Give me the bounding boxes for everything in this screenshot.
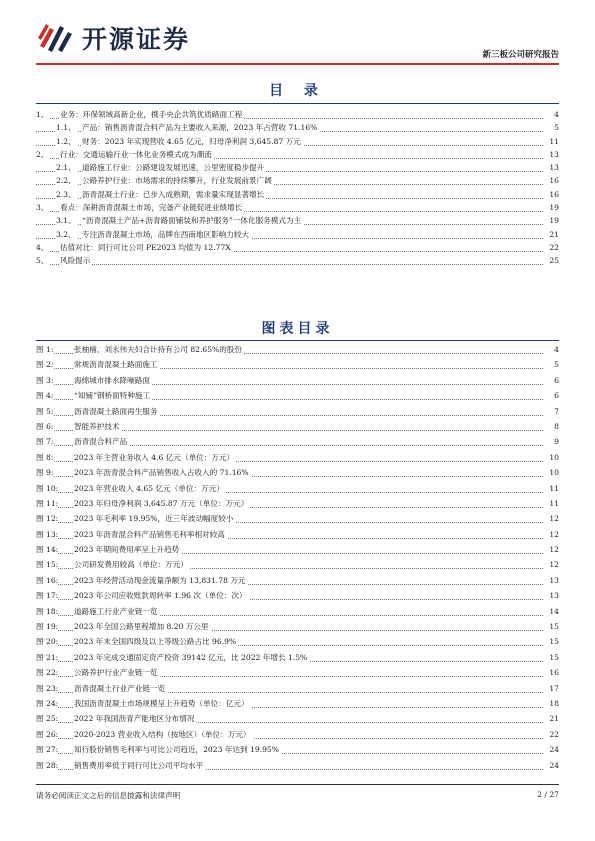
figure-entry[interactable] xyxy=(36,542,559,557)
figure-entry-text: 智能养护技术 xyxy=(74,419,122,434)
figure-entry-number: 图 15: xyxy=(36,557,58,572)
figure-entry-text: 2023 年归母净利润 3,645.87 万元（单位：万元） xyxy=(74,496,250,511)
figure-entry-page: 15 xyxy=(547,634,559,649)
figure-entry-text: 沥青混合料产品 xyxy=(74,434,129,449)
figure-entry-page: 8 xyxy=(552,419,559,434)
toc-entry-number: 3、 xyxy=(36,201,50,214)
figure-entry-text: 2023 年公司应收账款周转率 1.96 次（单位：次） xyxy=(74,588,249,603)
figure-entry[interactable] xyxy=(36,634,559,649)
figure-entry-text: 2023 年营业收入 4.65 亿元（单位：万元） xyxy=(74,481,226,496)
page-indicator: 2 / 27 xyxy=(537,790,559,799)
table-of-contents xyxy=(36,108,559,268)
figure-entry-page: 17 xyxy=(547,681,559,696)
header-divider xyxy=(36,63,559,65)
toc-entry-number: 1.1、 xyxy=(56,121,78,134)
toc-title: 目 录 xyxy=(269,83,326,99)
figure-entry-page: 24 xyxy=(547,742,559,757)
toc-entry-text: 产品：销售沥青混合料产品为主要收入来源，2023 年占营收 71.16% xyxy=(82,121,319,134)
toc-entry-text: “沥青混凝土产品+沥青路面铺装和养护服务”一体化服务模式为主 xyxy=(82,214,303,227)
figure-entry-page: 5 xyxy=(552,357,559,372)
figure-entry-number: 图 19: xyxy=(36,619,58,634)
toc-entry-text: 风险提示 xyxy=(60,254,92,267)
figure-entry-page: 12 xyxy=(547,557,559,572)
toc-entry-text: 财务：2023 年实现营收 4.65 亿元，归母净利润 3,645.87 万元 xyxy=(82,135,303,148)
figure-entry-number: 图 21: xyxy=(36,650,58,665)
figure-entry-number: 图 17: xyxy=(36,588,58,603)
figure-entry-page: 6 xyxy=(552,388,559,403)
toc-entry-number: 2.3、 xyxy=(56,188,78,201)
figure-entry-text: 知行股份销售毛利率与可比公司趋近，2023 年达到 19.95% xyxy=(74,742,281,757)
brand-name: 开源证券 xyxy=(82,25,191,54)
figure-entry-page: 12 xyxy=(547,511,559,526)
figure-entry-number: 图 14: xyxy=(36,542,58,557)
figure-entry-text: 2023 年经营活动现金流量净额为 13,831.78 万元 xyxy=(74,573,248,588)
figure-entry-page: 6 xyxy=(552,373,559,388)
toc-entry[interactable] xyxy=(36,108,559,121)
figure-entry-page: 7 xyxy=(552,404,559,419)
figure-entry-page: 18 xyxy=(547,696,559,711)
figure-entry-page: 10 xyxy=(547,465,559,480)
toc-entry-text: 专注沥青混凝土市场，品牌在西南地区影响力较大 xyxy=(82,228,251,241)
figure-entry-text: 公路养护行业产业链一览 xyxy=(74,665,160,680)
toc-entry-number: 2.1、 xyxy=(56,161,78,174)
figure-entry[interactable] xyxy=(36,650,559,665)
figure-entry[interactable] xyxy=(36,342,559,357)
figure-entry-number: 图 3: xyxy=(36,373,53,388)
figure-entry-page: 15 xyxy=(547,619,559,634)
figure-entry-number: 图 22: xyxy=(36,665,58,680)
figure-entry-text: 2023 年沥青混合料产品销售毛利率相对较高 xyxy=(74,527,227,542)
figure-entry-text: 2022 年我国沥青产能地区分布情况 xyxy=(74,711,196,726)
figure-entry-page: 12 xyxy=(547,542,559,557)
toc-entry[interactable] xyxy=(36,254,559,267)
toc-entry[interactable] xyxy=(36,121,559,134)
toc-entry-page: 19 xyxy=(547,214,559,227)
figures-title-rule xyxy=(36,340,559,341)
figure-entry-number: 图 5: xyxy=(36,404,53,419)
figure-entry-text: 2023 年末全国四级及以上等级公路占比 96.9% xyxy=(74,634,238,649)
figure-entry-page: 12 xyxy=(547,527,559,542)
figure-entry[interactable] xyxy=(36,665,559,680)
toc-entry-number: 2.2、 xyxy=(56,174,78,187)
figure-entry-text: 2023 年完成交通固定资产投资 39142 亿元，比 2022 年增长 1.5% xyxy=(74,650,309,665)
figure-entry-number: 图 24: xyxy=(36,696,58,711)
figure-entry-page: 13 xyxy=(547,588,559,603)
figure-entry[interactable] xyxy=(36,511,559,526)
toc-entry-text: 业务：环保领域高新企业，携手央企共筑优质路面工程 xyxy=(60,108,244,121)
figure-entry[interactable] xyxy=(36,588,559,603)
toc-entry-page: 4 xyxy=(552,108,559,121)
figure-entry[interactable] xyxy=(36,481,559,496)
figure-entry[interactable] xyxy=(36,711,559,726)
figure-entry-number: 图 27: xyxy=(36,742,58,757)
leader-dots xyxy=(36,254,543,265)
toc-entry-number: 1.2、 xyxy=(56,135,78,148)
figure-entry-number: 图 4: xyxy=(36,388,53,403)
toc-entry-number: 1、 xyxy=(36,108,50,121)
toc-entry[interactable] xyxy=(36,241,559,254)
figure-entry-text: 2023 年主营业务收入 4.6 亿元（单位：万元） xyxy=(74,450,236,465)
figure-entry[interactable] xyxy=(36,742,559,757)
figure-entry-text: 我国沥青混凝土市场规模呈上升趋势（单位：亿元） xyxy=(74,696,251,711)
report-type: 新三板公司研究报告 xyxy=(482,50,559,60)
toc-entry-page: 13 xyxy=(547,148,559,161)
toc-entry-number: 3.1、 xyxy=(56,214,78,227)
toc-entry-page: 21 xyxy=(547,228,559,241)
figure-entry-number: 图 23: xyxy=(36,681,58,696)
figure-list xyxy=(36,342,559,773)
figure-entry-text: “知铺”钢桥面特种施工 xyxy=(74,388,152,403)
figure-entry-text: 2023 年沥青混合料产品销售收入占收入的 71.16% xyxy=(74,465,251,480)
toc-entry-number: 3.2、 xyxy=(56,228,78,241)
toc-entry[interactable] xyxy=(36,148,559,161)
toc-entry-text: 看点：深耕沥青混凝土市场，完备产业链促进业绩增长 xyxy=(60,201,244,214)
toc-entry[interactable] xyxy=(36,174,559,187)
toc-entry-text: 行业：交通运输行业一体化业务模式成为潮流 xyxy=(60,148,214,161)
toc-entry-text: 估值对比：同行可比公司 PE2023 均值为 12.77X xyxy=(60,241,233,254)
toc-entry[interactable] xyxy=(36,228,559,241)
toc-entry-page: 16 xyxy=(547,174,559,187)
toc-entry-page: 22 xyxy=(547,241,559,254)
figure-entry[interactable] xyxy=(36,357,559,372)
footer-disclaimer: 请务必阅读正文之后的信息披露和法律声明 xyxy=(36,791,181,800)
figure-entry[interactable] xyxy=(36,527,559,542)
figure-entry-text: 公司研发费用较高（单位：万元） xyxy=(74,557,190,572)
figure-entry-text: 沥青混凝土路面再生服务 xyxy=(74,404,160,419)
toc-entry-number: 5、 xyxy=(36,254,50,267)
figure-entry-number: 图 10: xyxy=(36,481,58,496)
figure-entry-text: 张柚楠、刘永伟夫妇合计持有公司 82.65%的股份 xyxy=(74,342,244,357)
toc-entry-text: 道路施工行业：公路建设发展迅速，公里密度稳步提升 xyxy=(82,161,266,174)
figure-entry[interactable] xyxy=(36,696,559,711)
figure-entry-page: 4 xyxy=(552,342,559,357)
figure-entry-page: 10 xyxy=(547,450,559,465)
figure-entry-page: 14 xyxy=(547,604,559,619)
toc-entry-page: 25 xyxy=(547,254,559,267)
figure-entry-number: 图 8: xyxy=(36,450,53,465)
toc-entry-number: 4、 xyxy=(36,241,50,254)
figure-entry-text: 2023 年期间费用率呈上升趋势 xyxy=(74,542,181,557)
toc-entry[interactable] xyxy=(36,188,559,201)
figure-entry-number: 图 13: xyxy=(36,527,58,542)
figure-entry[interactable] xyxy=(36,404,559,419)
footer-divider xyxy=(36,784,559,785)
figure-entry-number: 图 7: xyxy=(36,434,53,449)
figures-title: 图表目录 xyxy=(261,321,334,337)
figure-entry-number: 图 26: xyxy=(36,727,58,742)
figure-entry[interactable] xyxy=(36,619,559,634)
figure-entry-number: 图 18: xyxy=(36,604,58,619)
figure-entry[interactable] xyxy=(36,434,559,449)
toc-entry-number: 2、 xyxy=(36,148,50,161)
figure-entry[interactable] xyxy=(36,465,559,480)
figure-entry[interactable] xyxy=(36,758,559,773)
toc-entry-page: 13 xyxy=(547,161,559,174)
figure-entry-number: 图 2: xyxy=(36,357,53,372)
figure-entry-page: 15 xyxy=(547,650,559,665)
figure-entry[interactable] xyxy=(36,573,559,588)
toc-entry[interactable] xyxy=(36,161,559,174)
figure-entry-number: 图 28: xyxy=(36,758,58,773)
figure-entry-page: 11 xyxy=(547,496,559,511)
figure-entry-page: 16 xyxy=(547,665,559,680)
toc-entry-page: 5 xyxy=(552,121,559,134)
figure-entry[interactable] xyxy=(36,419,559,434)
figure-entry[interactable] xyxy=(36,450,559,465)
figure-entry-text: 沥青混凝土行业产业链一览 xyxy=(74,681,167,696)
figure-entry-number: 图 6: xyxy=(36,419,53,434)
kaiyuan-logo-icon xyxy=(36,16,76,56)
toc-entry-text: 沥青混凝土行业：已步入成熟期，需求量实现显著增长 xyxy=(82,188,266,201)
toc-entry[interactable] xyxy=(36,214,559,227)
figure-entry[interactable] xyxy=(36,681,559,696)
page-header xyxy=(36,14,559,60)
toc-entry[interactable] xyxy=(36,201,559,214)
figure-entry[interactable] xyxy=(36,496,559,511)
figure-entry-number: 图 25: xyxy=(36,711,58,726)
figure-entry[interactable] xyxy=(36,557,559,572)
toc-entry[interactable] xyxy=(36,135,559,148)
figure-entry-text: 2020-2023 营业收入结构（按地区）（单位：万元） xyxy=(74,727,253,742)
figure-entry[interactable] xyxy=(36,727,559,742)
figure-entry-text: 2023 年全国公路里程增加 8.20 万公里 xyxy=(74,619,211,634)
figure-entry-page: 24 xyxy=(547,758,559,773)
figure-entry-number: 图 11: xyxy=(36,496,58,511)
figure-entry-text: 常规沥青混凝土路面施工 xyxy=(74,357,160,372)
figure-entry-text: 销售费用率低于同行可比公司平均水平 xyxy=(74,758,205,773)
figure-entry[interactable] xyxy=(36,604,559,619)
toc-entry-text: 公路养护行业：市场需求的持续攀升，行业发展前景广阔 xyxy=(82,174,274,187)
figure-entry-text: 道路施工行业产业链一览 xyxy=(74,604,160,619)
toc-entry-page: 16 xyxy=(547,188,559,201)
figure-entry-page: 9 xyxy=(552,434,559,449)
figure-entry-number: 图 16: xyxy=(36,573,58,588)
figure-entry-page: 22 xyxy=(547,727,559,742)
figure-entry-page: 13 xyxy=(547,573,559,588)
figure-entry[interactable] xyxy=(36,388,559,403)
toc-entry-page: 11 xyxy=(547,135,559,148)
toc-entry-page: 19 xyxy=(547,201,559,214)
figure-entry-text: 海绵城市排水降噪路面 xyxy=(74,373,152,388)
figure-entry-number: 图 9: xyxy=(36,465,53,480)
toc-title-rule xyxy=(36,103,559,104)
figure-entry-page: 21 xyxy=(547,711,559,726)
figure-entry-number: 图 1: xyxy=(36,342,53,357)
figure-entry-text: 2023 年毛利率 19.95%，近三年波动幅度较小 xyxy=(74,511,235,526)
figure-entry[interactable] xyxy=(36,373,559,388)
figure-entry-number: 图 20: xyxy=(36,634,58,649)
figure-entry-number: 图 12: xyxy=(36,511,58,526)
figure-entry-page: 11 xyxy=(547,481,559,496)
